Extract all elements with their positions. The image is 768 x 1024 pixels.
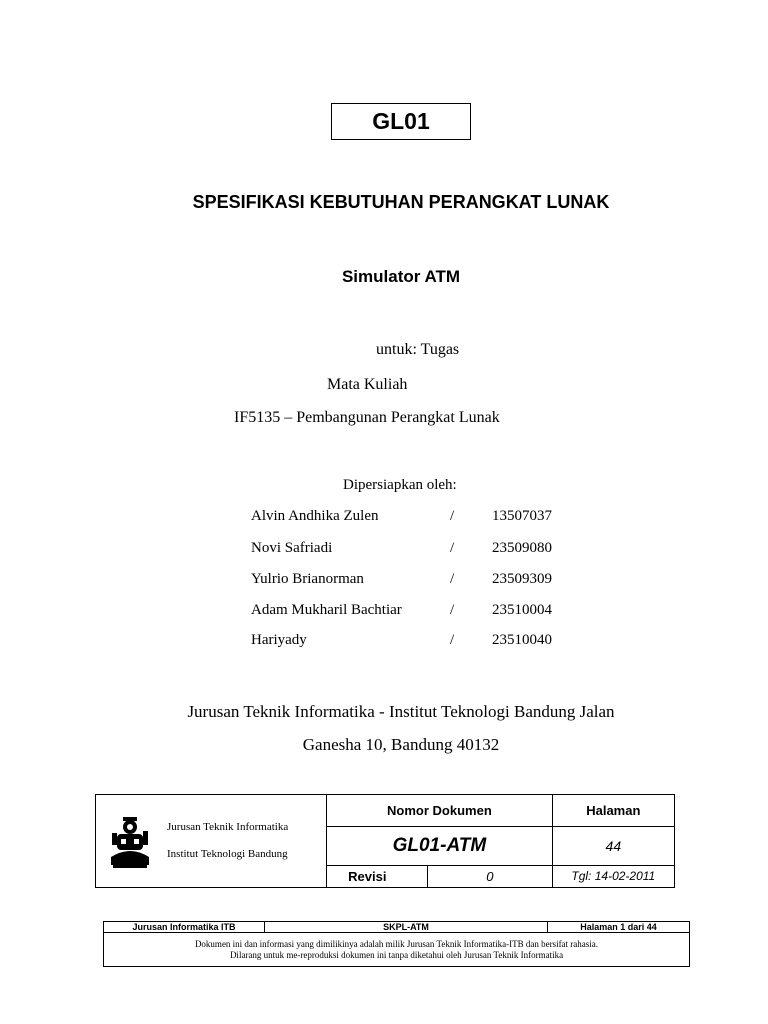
footer-page-info: Halaman 1 dari 44 [548,922,690,933]
institution-line-2: Ganesha 10, Bandung 40132 [302,735,500,754]
author-row [251,508,571,528]
author-nim: 23510004 [492,602,552,618]
author-name: Alvin Andhika Zulen [251,508,379,524]
itb-logo [96,813,167,869]
author-separator: / [450,602,455,618]
document-date: Tgl: 14-02-2011 [552,865,674,887]
prepared-by-label: Dipersiapkan oleh: [343,477,457,493]
document-code-box [331,103,471,140]
author-name: Novi Safriadi [251,540,333,556]
purpose-line-1: untuk: Tugas [376,341,460,358]
revision-value: 0 [427,865,552,887]
page-count: 44 [552,827,674,865]
org-text [167,814,288,868]
author-row [251,602,571,622]
document-footer-table [103,921,690,967]
document-header-table [95,794,675,888]
author-separator: / [450,632,455,648]
org-cell [96,795,327,888]
doc-number: GL01-ATM [327,827,552,865]
institution-line-1: Jurusan Teknik Informatika - Institut Teknologi Bandung Jalan [187,702,615,721]
author-row [251,540,571,560]
doc-number-label: Nomor Dokumen [327,795,552,827]
confidentiality-notice [104,933,690,967]
document-code: GL01 [372,108,430,134]
page-label: Halaman [552,795,674,827]
author-nim: 13507037 [492,508,552,524]
org-line-1: Jurusan Teknik Informatika [167,821,289,833]
author-row [251,571,571,591]
author-nim: 23510040 [492,632,552,648]
author-separator: / [450,571,455,587]
author-separator: / [450,540,455,556]
document-subtitle: Simulator ATM [341,267,461,286]
notice-line-2: Dilarang untuk me-reproduksi dokumen ini tanpa diketahui oleh Jurusan Teknik Informatika [229,949,564,960]
org-line-2: Institut Teknologi Bandung [167,848,288,860]
itb-logo-icon [109,813,151,869]
notice-line-1: Dokumen ini dan informasi yang dimilikinya adalah milik Jurusan Teknik Informatika-ITB dan bersifat rahasia. [194,938,599,949]
author-nim: 23509309 [492,571,552,587]
document-title: SPESIFIKASI KEBUTUHAN PERANGKAT LUNAK [192,192,610,212]
purpose-line-3: IF5135 – Pembangunan Perangkat Lunak [234,409,500,426]
author-nim: 23509080 [492,540,552,556]
author-row [251,632,571,652]
author-separator: / [450,508,455,524]
author-name: Yulrio Brianorman [251,571,364,587]
author-name: Hariyady [251,632,307,648]
footer-dept: Jurusan Informatika ITB [104,922,265,933]
revision-label: Revisi [327,865,428,887]
footer-doc-id: SKPL-ATM [265,922,548,933]
author-name: Adam Mukharil Bachtiar [251,602,402,618]
purpose-line-2: Mata Kuliah [327,376,408,393]
